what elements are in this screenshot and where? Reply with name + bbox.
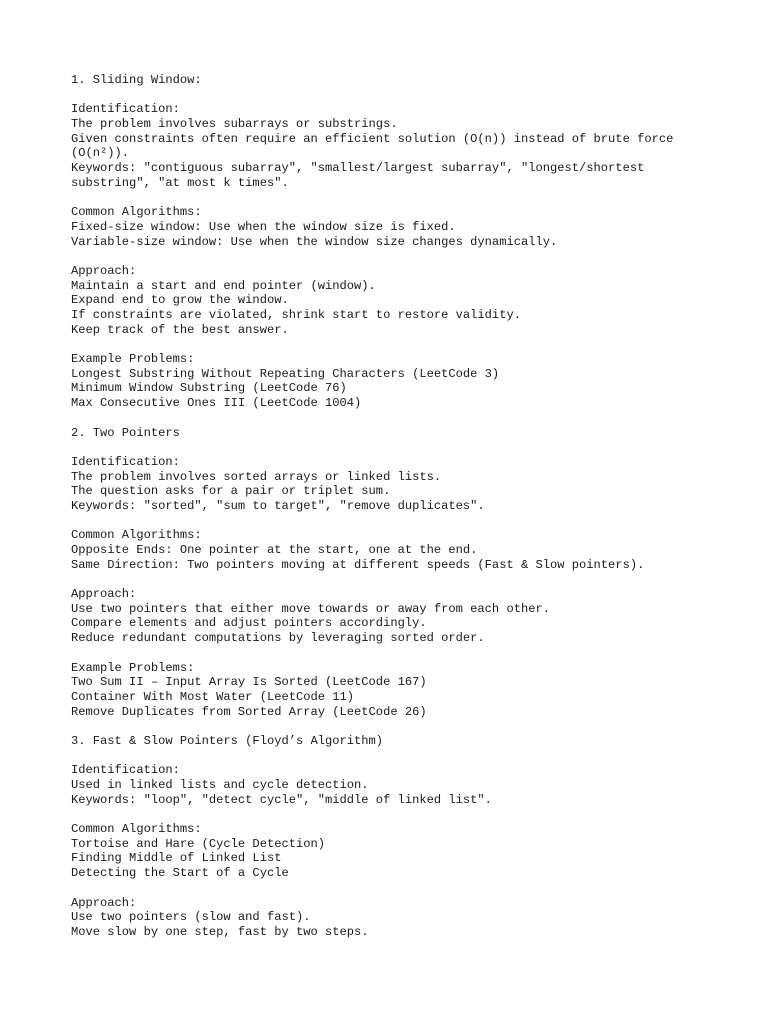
text-line: Use two pointers (slow and fast). bbox=[71, 910, 311, 925]
blank-line bbox=[71, 749, 761, 764]
text-line: Fixed-size window: Use when the window size is fixed. bbox=[71, 219, 456, 234]
text-line: Expand end to grow the window. bbox=[71, 293, 289, 308]
text-line: Use two pointers that either move towards or away from each other. bbox=[71, 601, 550, 616]
text-line: Same Direction: Two pointers moving at different speeds (Fast & Slow pointers). bbox=[71, 557, 645, 572]
text-line: Detecting the Start of a Cycle bbox=[71, 866, 289, 881]
blank-line bbox=[71, 572, 761, 587]
text-line: Move slow by one step, fast by two steps. bbox=[71, 924, 369, 939]
text-line: Identification: bbox=[71, 454, 180, 469]
text-line: Approach: bbox=[71, 263, 137, 278]
text-line: Compare elements and adjust pointers accordingly. bbox=[71, 616, 427, 631]
text-line: Keywords: "sorted", "sum to target", "remove duplicates". bbox=[71, 498, 485, 513]
text-line: Example Problems: bbox=[71, 660, 195, 675]
text-line: Container With Most Water (LeetCode 11) bbox=[71, 689, 355, 704]
text-line: Max Consecutive Ones III (LeetCode 1004) bbox=[71, 396, 362, 411]
blank-line bbox=[71, 88, 761, 103]
text-line: 2. Two Pointers bbox=[71, 425, 180, 440]
text-line: Example Problems: bbox=[71, 352, 195, 367]
text-line: 3. Fast & Slow Pointers (Floyd’s Algorithm) bbox=[71, 733, 384, 748]
text-line: Identification: bbox=[71, 102, 180, 117]
text-line: Approach: bbox=[71, 587, 137, 602]
text-line: Two Sum II – Input Array Is Sorted (LeetCode 167) bbox=[71, 675, 427, 690]
text-line: Variable-size window: Use when the window size changes dynamically. bbox=[71, 234, 558, 249]
text-line: The question asks for a pair or triplet sum. bbox=[71, 484, 391, 499]
text-line: Common Algorithms: bbox=[71, 205, 202, 220]
text-line: Remove Duplicates from Sorted Array (LeetCode 26) bbox=[71, 704, 427, 719]
text-line: If constraints are violated, shrink start to restore validity. bbox=[71, 308, 521, 322]
text-line: Tortoise and Hare (Cycle Detection) bbox=[71, 836, 326, 851]
text-line: substring", "at most k times". bbox=[71, 175, 289, 190]
text-line: Used in linked lists and cycle detection. bbox=[71, 778, 369, 792]
text-line: Longest Substring Without Repeating Characters (LeetCode 3) bbox=[71, 366, 500, 381]
text-line: The problem involves subarrays or substrings. bbox=[71, 117, 398, 132]
text-line: (O(n²)). bbox=[71, 146, 130, 161]
text-line: Maintain a start and end pointer (window). bbox=[71, 278, 376, 293]
text-line: Identification: bbox=[71, 763, 180, 778]
text-line: Reduce redundant computations by leveraging sorted order. bbox=[71, 631, 485, 646]
blank-line bbox=[71, 337, 761, 352]
text-line: Finding Middle of Linked List bbox=[71, 851, 282, 866]
text-line: Opposite Ends: One pointer at the start, one at the end. bbox=[71, 543, 478, 557]
blank-line bbox=[71, 646, 761, 661]
text-line: Given constraints often require an efficient solution (O(n)) instead of brute force bbox=[71, 131, 674, 146]
text-line: Common Algorithms: bbox=[71, 528, 202, 543]
blank-line bbox=[71, 807, 761, 822]
blank-line bbox=[71, 249, 761, 264]
blank-line bbox=[71, 514, 761, 529]
text-line: Keywords: "loop", "detect cycle", "middle of linked list". bbox=[71, 792, 492, 807]
text-line: Minimum Window Substring (LeetCode 76) bbox=[71, 381, 347, 396]
document-page bbox=[71, 73, 761, 940]
text-line: Keep track of the best answer. bbox=[71, 322, 289, 337]
text-line: Approach: bbox=[71, 895, 137, 910]
text-line: Keywords: "contiguous subarray", "smallest/largest subarray", "longest/shortest bbox=[71, 161, 645, 176]
text-line: Common Algorithms: bbox=[71, 822, 202, 837]
blank-line bbox=[71, 191, 761, 206]
blank-line bbox=[71, 411, 761, 426]
text-line: The problem involves sorted arrays or linked lists. bbox=[71, 469, 442, 484]
blank-line bbox=[71, 719, 761, 734]
blank-line bbox=[71, 881, 761, 896]
blank-line bbox=[71, 440, 761, 455]
text-line: 1. Sliding Window: bbox=[71, 73, 202, 87]
